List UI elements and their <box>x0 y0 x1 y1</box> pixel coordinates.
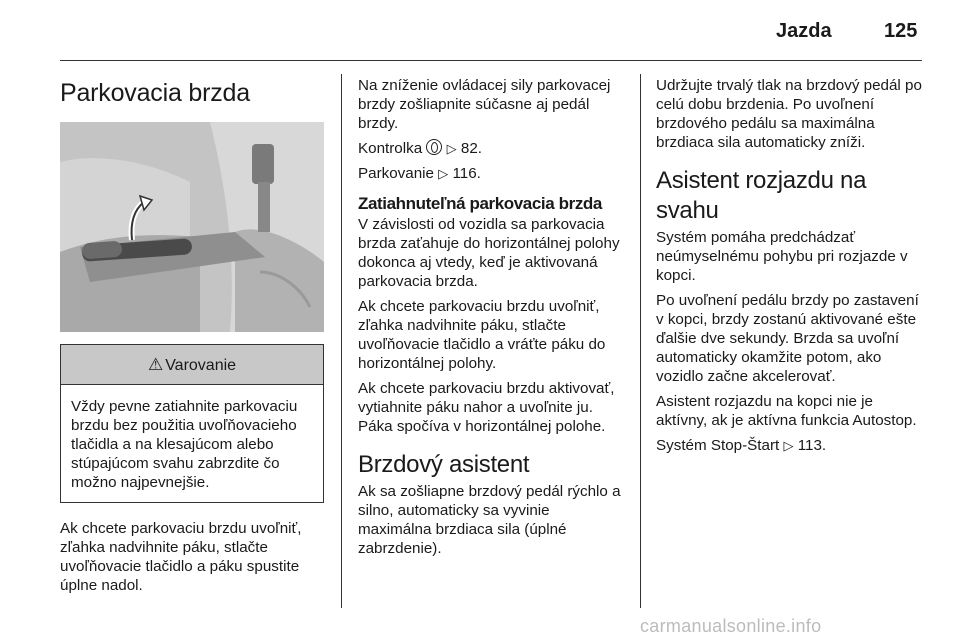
paragraph: Udržujte trvalý tlak na brzdový pedál po celú dobu brzdenia. Po uvoľnení brzdového pedálu sa maximálna brzdiaca sila automaticky zníži. <box>656 77 922 151</box>
warning-box <box>60 344 324 503</box>
reference-label: Systém Stop-Štart <box>656 437 780 454</box>
warning-header <box>61 345 323 385</box>
page-number: 125 <box>884 20 918 42</box>
column-middle <box>358 76 626 564</box>
warning-text: Vždy pevne zatiahnite parkovaciu brzdu bez použitia uvoľňovacieho tlačidla a na klesajúcom alebo stúpajúcom svahu zabrzdite čo možno najpevnejšie. <box>71 398 298 491</box>
reference-arrow-icon: ▷ <box>446 141 457 156</box>
parking-brake-image <box>60 122 324 332</box>
paragraph: Na zníženie ovládacej sily parkovacej brzdy zošliapnite súčasne aj pedál brzdy. <box>358 77 611 132</box>
paragraph: Ak chcete parkovaciu brzdu aktivovať, vytiahnite páku nahor a uvoľnite ju. Páka spočíva v horizontálnej polohe. <box>358 380 615 435</box>
paragraph: V závislosti od vozidla sa parkovacia brzda zaťahuje do horizontálnej polohy dokonca aj vtedy, keď je aktivovaná parkovacia brzda. <box>358 216 620 290</box>
column-right <box>656 76 924 461</box>
column-left <box>60 76 324 601</box>
section-heading: Parkovacia brzda <box>60 79 250 107</box>
cross-reference <box>358 164 626 183</box>
subsection-heading: Zatiahnuteľná parkovacia brzda <box>358 194 602 213</box>
paragraph: Ak chcete parkovaciu brzdu uvoľniť, zľahka nadvihnite páku, stlačte uvoľňovacie tlačidlo a vráťte páku do horizontálnej polohy. <box>358 298 606 372</box>
watermark: carmanualsonline.info <box>640 616 822 636</box>
paragraph: Systém pomáha predchádzať neúmyselnému pohybu pri rozjazde v kopci. <box>656 229 908 284</box>
reference-page[interactable]: 113. <box>797 437 827 454</box>
section-heading: Brzdový asistent <box>358 451 530 478</box>
header-divider <box>60 60 922 61</box>
parking-brake-illustration <box>60 122 324 332</box>
reference-page[interactable]: 116. <box>452 165 481 182</box>
paragraph: Ak sa zošliapne brzdový pedál rýchlo a silno, automaticky sa vyvinie maximálna brzdiaca sila (úplné zabrzdenie). <box>358 483 621 557</box>
cross-reference <box>358 139 626 158</box>
column-divider <box>341 74 342 608</box>
reference-label: Parkovanie <box>358 165 434 182</box>
warning-label: Varovanie <box>165 357 237 374</box>
reference-arrow-icon: ▷ <box>783 438 794 453</box>
column-divider <box>640 74 641 608</box>
paragraph: Asistent rozjazdu na kopci nie je aktívny, ak je aktívna funkcia Autostop. <box>656 393 917 429</box>
paragraph: Ak chcete parkovaciu brzdu uvoľniť, zľahka nadvihnite páku, stlačte uvoľňovacie tlačidlo a páku spustite úplne nadol. <box>60 520 302 594</box>
page-header <box>0 18 960 48</box>
section-heading: Asistent rozjazdu na svahu <box>656 167 867 224</box>
reference-page[interactable]: 82. <box>460 140 482 157</box>
reference-arrow-icon: ▷ <box>438 166 449 181</box>
cross-reference <box>656 436 924 455</box>
paragraph: Po uvoľnení pedálu brzdy po zastavení v kopci, brzdy zostanú aktivované ešte ďalšie dve sekundy. Brzda sa uvoľní automaticky okamžite potom, ako vozidlo začne akcelerovať. <box>656 292 919 385</box>
control-lamp-icon <box>426 139 442 155</box>
reference-label: Kontrolka <box>358 140 423 157</box>
warning-triangle-icon: ⚠ <box>147 355 164 374</box>
section-title: Jazda <box>776 20 832 42</box>
